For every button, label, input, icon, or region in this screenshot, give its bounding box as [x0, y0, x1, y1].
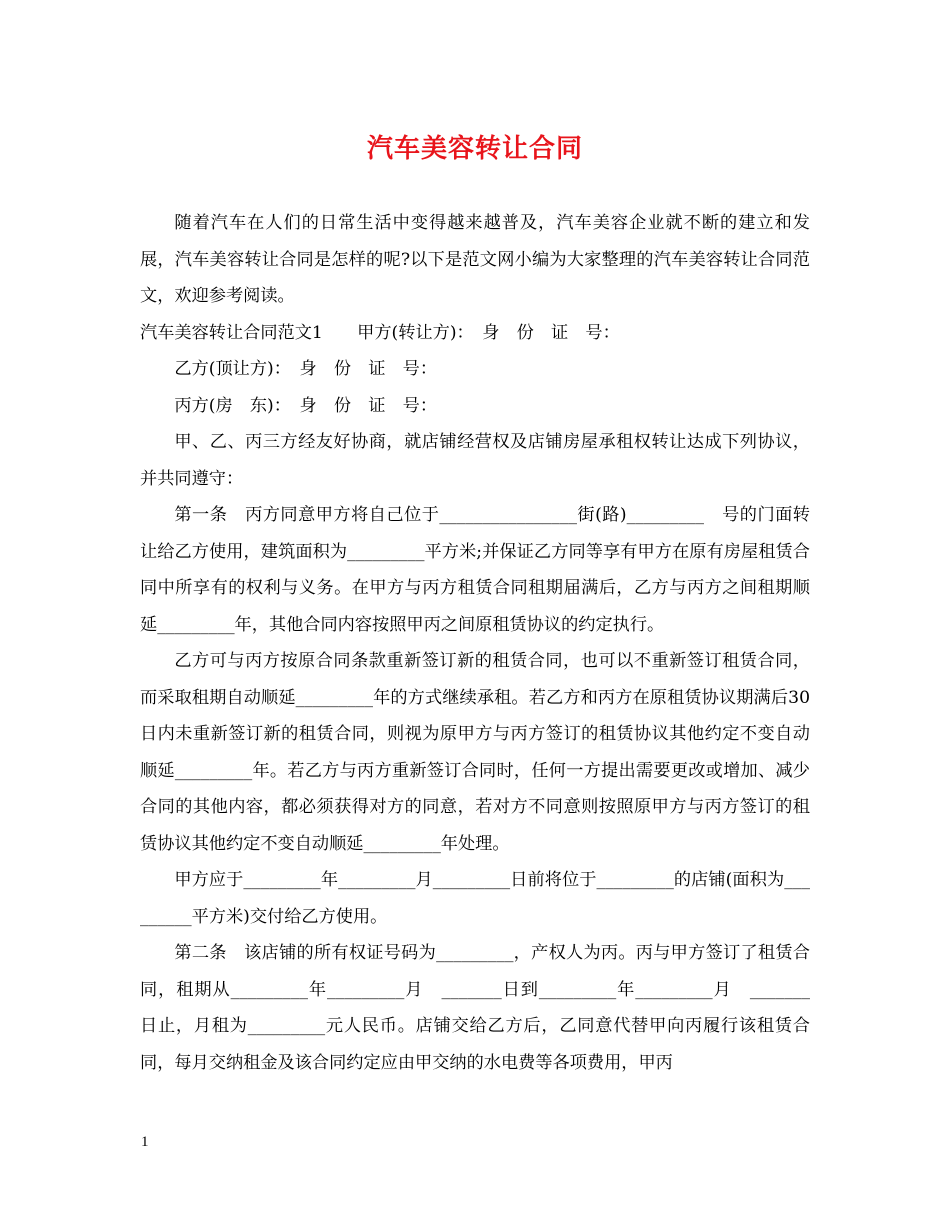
party-c-line: 丙方(房 东)： 身 份 证 号：: [174, 395, 438, 416]
renewal-paragraph: 乙方可与丙方按原合同条款重新签订新的租赁合同，也可以不重新签订租赁合同，而采取租期自动顺延_________年的方式继续承租。若乙方和丙方在原租赁协议期满后30日内未重新签订新的租赁合同，则视为原甲方与丙方签订的租赁协议其他约定不变自动顺延_________年。若乙方与丙方重新签订合同时，任何一方提出需要更改或增加、减少合同的其他内容，都必须获得对方的同意，若对方不同意则按照原甲方与丙方签订的租赁协议其他约定不变自动顺延_________年处理。: [140, 651, 810, 854]
article-one-paragraph: 第一条 丙方同意甲方将自己位于________________街(路)_________ 号的门面转让给乙方使用，建筑面积为_________平方米;并保证乙方同等享有甲方在原有房屋租赁合同中所享有的权利与义务。在甲方与丙方租赁合同租期届满后，乙方与丙方之间租期顺延_________年，其他合同内容按照甲丙之间原租赁协议的约定执行。: [140, 505, 810, 635]
document-title: 汽车美容转让合同: [366, 134, 583, 164]
agreement-paragraph: 甲、乙、丙三方经友好协商，就店铺经营权及店铺房屋承租权转让达成下列协议，并共同遵守：: [140, 432, 810, 489]
article-two-paragraph: 第二条 该店铺的所有权证号码为_________，产权人为丙。丙与甲方签订了租赁合同，租期从_________年_________月 _______日到_________年_________月 _______日止，月租为_________元人民币。店铺交给乙方后，乙同意代替甲向丙履行该租赁合同，每月交纳租金及该合同约定应由甲交纳的水电费等各项费用，甲丙: [140, 943, 810, 1073]
document-body: [140, 205, 810, 1081]
delivery-paragraph: 甲方应于_________年_________月_________日前将位于_________的店铺(面积为_________平方米)交付给乙方使用。: [140, 870, 810, 927]
page-number: 1: [141, 1134, 149, 1150]
sample-heading-party-a: 汽车美容转让合同范文1 甲方(转让方)： 身 份 证 号：: [140, 322, 620, 343]
intro-paragraph: 随着汽车在人们的日常生活中变得越来越普及，汽车美容企业就不断的建立和发展，汽车美容转让合同是怎样的呢?以下是范文网小编为大家整理的汽车美容转让合同范文，欢迎参考阅读。: [140, 213, 810, 306]
party-b-line: 乙方(顶让方)： 身 份 证 号：: [174, 359, 438, 379]
